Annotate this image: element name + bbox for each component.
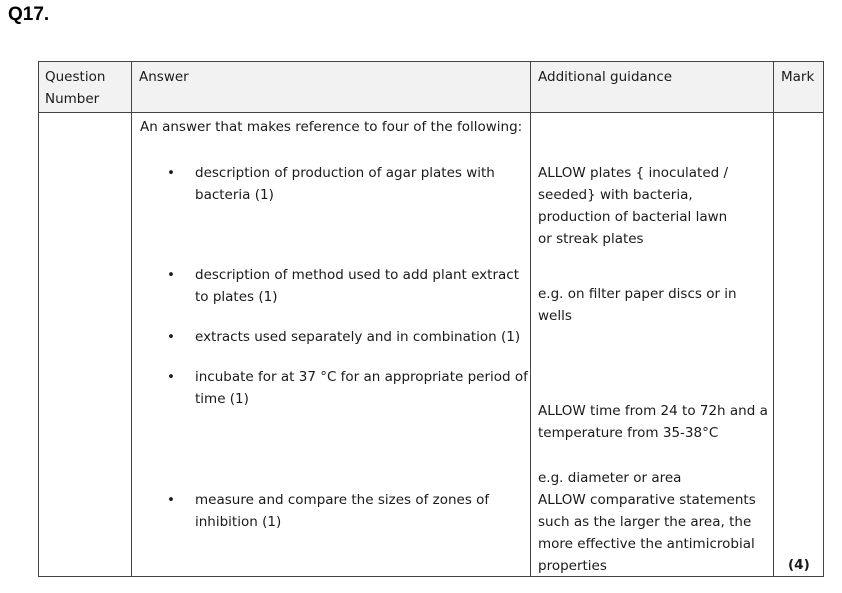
- bullet-marker: •: [167, 165, 175, 181]
- bullet-marker: •: [167, 267, 175, 283]
- guidance-note: e.g. on filter paper discs or in wells: [538, 286, 737, 324]
- guidance-note: ALLOW plates { inoculated / seeded} with bacteria, production of bacterial lawn or streak plates: [538, 165, 729, 247]
- header-guidance: Additional guidance: [538, 69, 673, 85]
- bullet-marker: •: [167, 492, 175, 508]
- column-divider: [773, 62, 774, 576]
- answer-point: description of production of agar plates with bacteria (1): [195, 165, 495, 203]
- column-divider: [530, 62, 531, 576]
- answer-point: incubate for at 37 °C for an appropriate period of time (1): [195, 369, 528, 407]
- header-answer: Answer: [139, 69, 189, 85]
- bullet-marker: •: [167, 329, 175, 345]
- column-divider: [131, 62, 132, 576]
- header-question-number: Question Number: [45, 69, 106, 107]
- header-mark: Mark: [781, 69, 815, 85]
- answer-intro: An answer that makes reference to four of the following:: [140, 119, 523, 135]
- answer-point: extracts used separately and in combination (1): [195, 329, 521, 345]
- answer-point: measure and compare the sizes of zones of inhibition (1): [195, 492, 490, 530]
- answer-point: description of method used to add plant extract to plates (1): [195, 267, 520, 305]
- guidance-note: ALLOW comparative statements such as the larger the area, the more effective the antimicrobial properties: [538, 492, 756, 574]
- guidance-note: ALLOW time from 24 to 72h and a temperature from 35-38°C: [538, 403, 768, 441]
- mark-scheme-table: [38, 61, 824, 577]
- bullet-marker: •: [167, 369, 175, 385]
- question-label: Q17.: [8, 4, 50, 25]
- total-mark: (4): [788, 557, 810, 573]
- guidance-note: e.g. diameter or area: [538, 470, 682, 486]
